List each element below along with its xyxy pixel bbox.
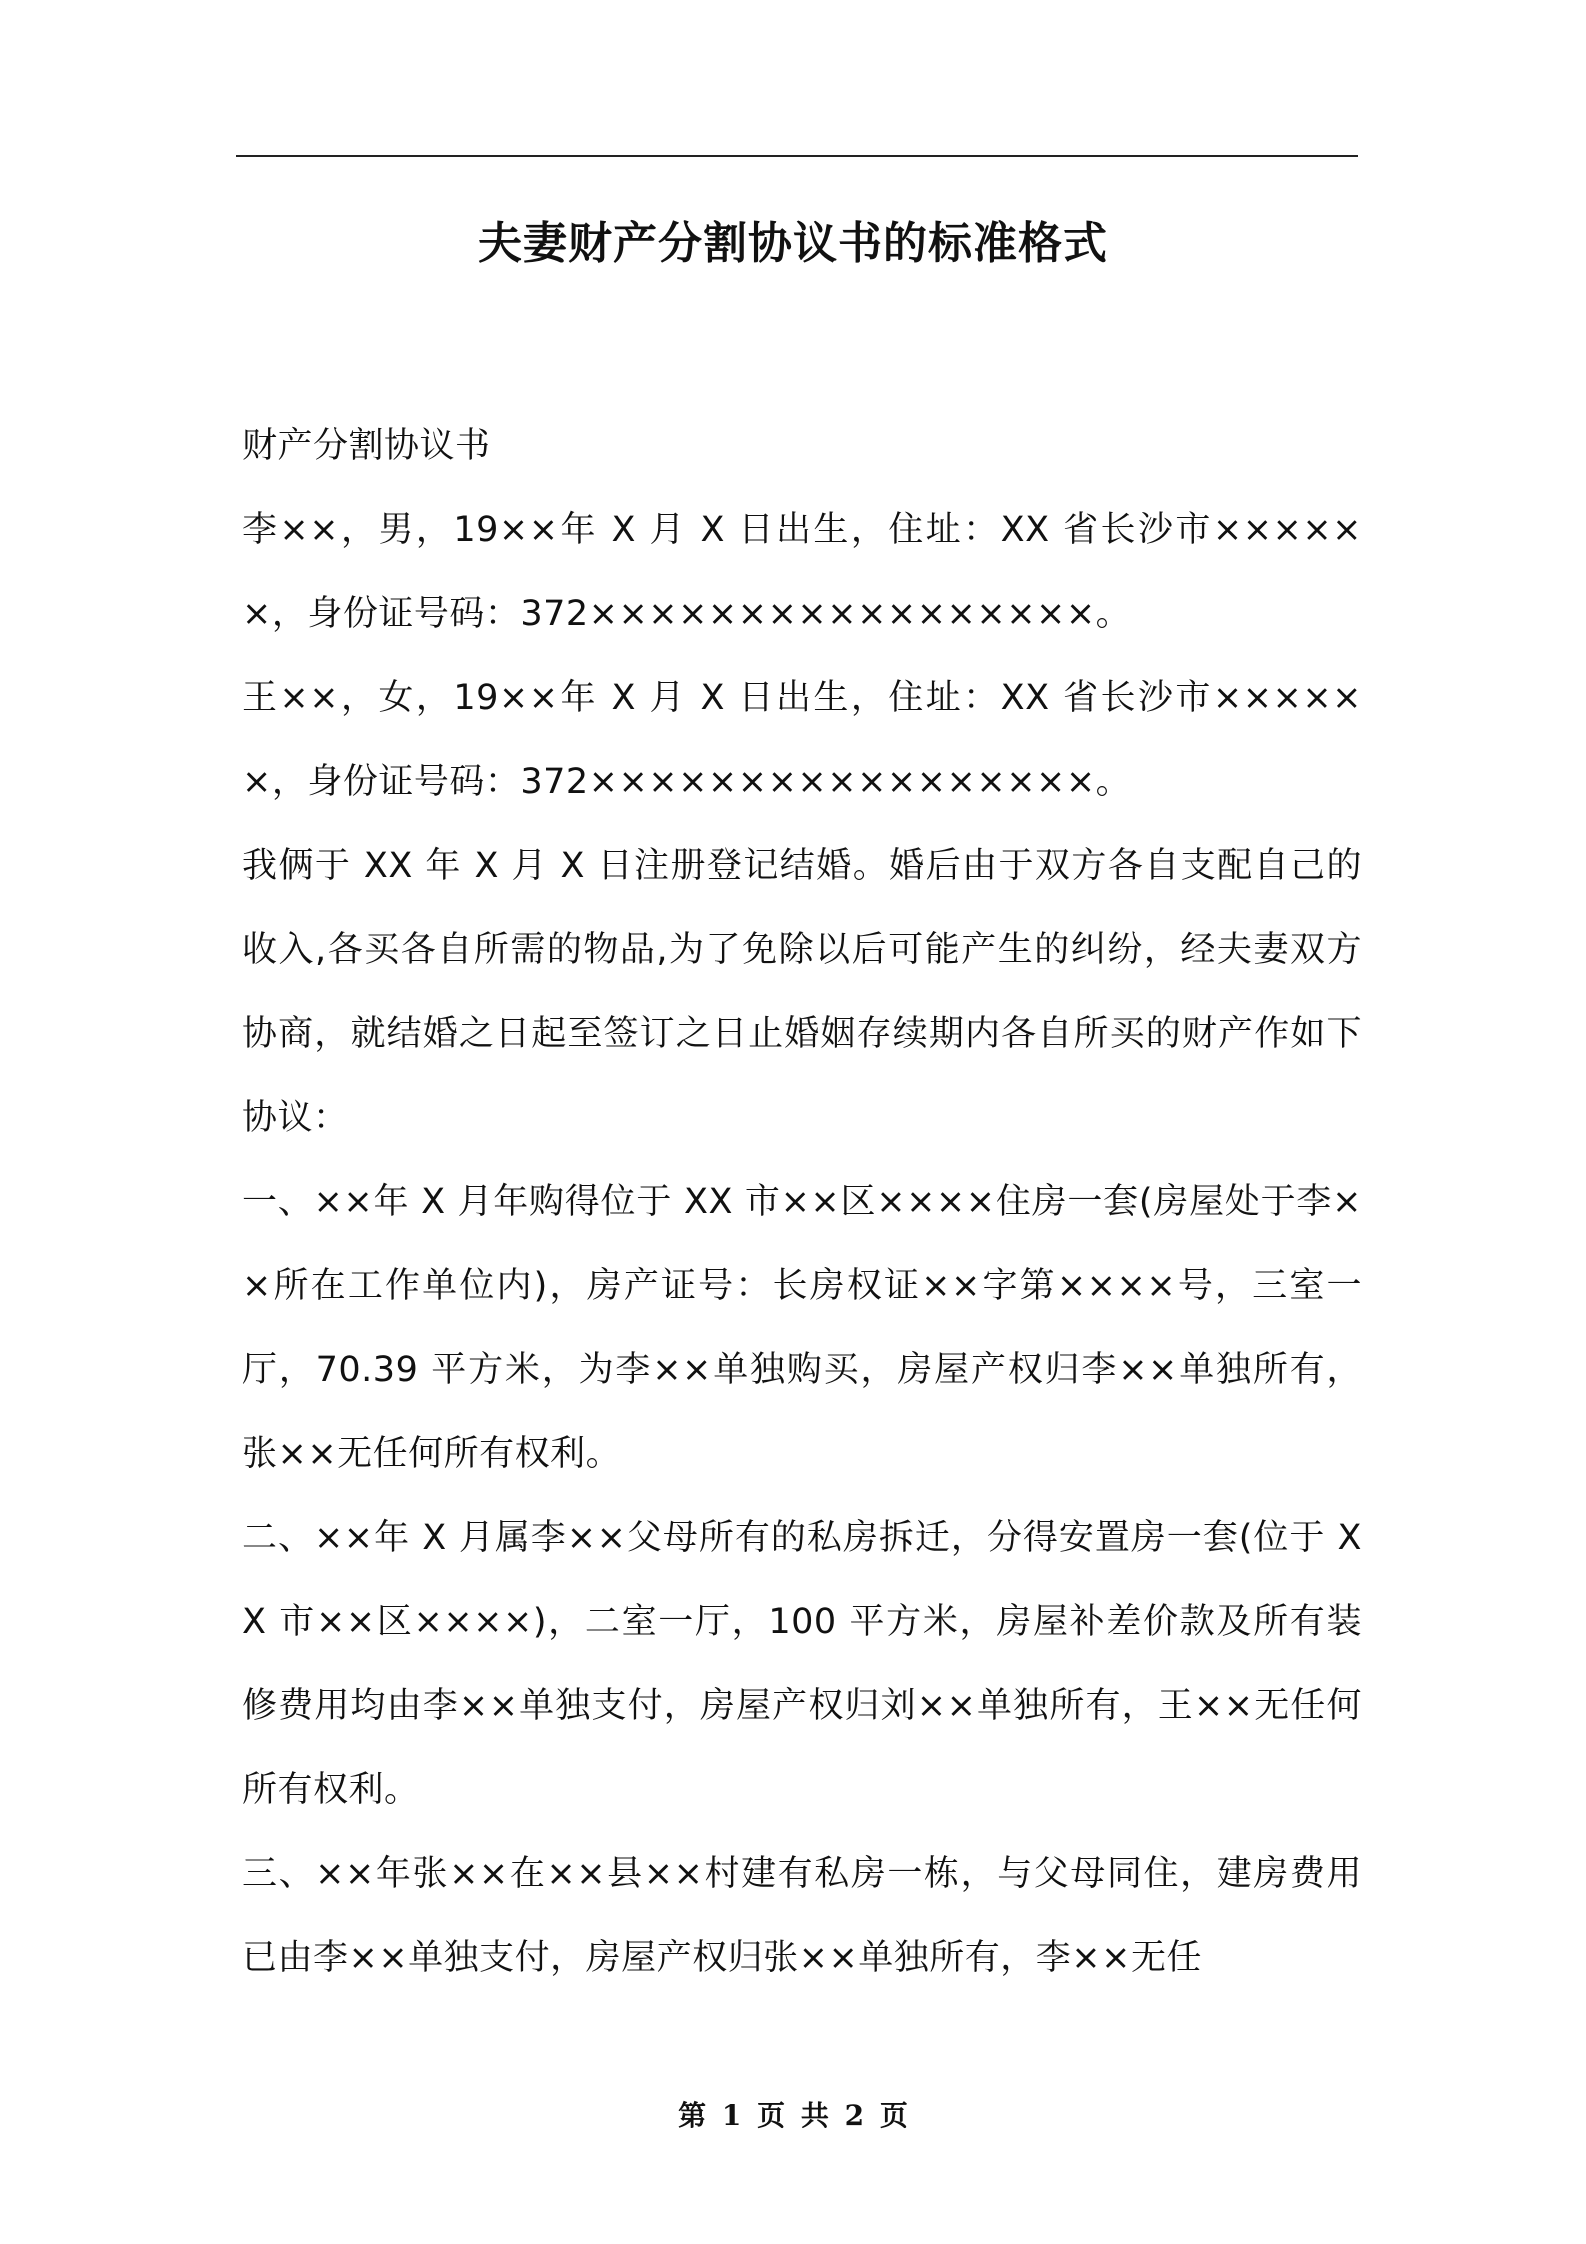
party-wang-paragraph: 王××，女，19××年 X 月 X 日出生，住址：XX 省长沙市××××××，身份证号码：372×××××××××××××××××。	[242, 678, 1362, 802]
document-body	[242, 404, 1362, 2000]
clause-3-paragraph: 三、××年张××在××县××村建有私房一栋，与父母同住，建房费用已由李××单独支付，房屋产权归张××单独所有，李××无任	[242, 1854, 1362, 1978]
header-rule	[236, 155, 1358, 157]
preamble-paragraph: 我俩于 XX 年 X 月 X 日注册登记结婚。婚后由于双方各自支配自己的收入,各买各自所需的物品,为了免除以后可能产生的纠纷，经夫妻双方协商，就结婚之日起至签订之日止婚姻存续期内各自所买的财产作如下协议：	[242, 846, 1362, 1138]
clause-1-paragraph: 一、××年 X 月年购得位于 XX 市××区××××住房一套(房屋处于李××所在工作单位内)，房产证号：长房权证××字第××××号，三室一厅，70.39 平方米，为李××单独购买，房屋产权归李××单独所有，张××无任何所有权利。	[242, 1182, 1362, 1474]
clause-2-paragraph: 二、××年 X 月属李××父母所有的私房拆迁，分得安置房一套(位于 XX 市××区××××)，二室一厅，100 平方米，房屋补差价款及所有装修费用均由李××单独支付，房屋产权归刘××单独所有，王××无任何所有权利。	[242, 1518, 1362, 1810]
document-title: 夫妻财产分割协议书的标准格式	[478, 218, 1108, 269]
party-li-paragraph: 李××，男，19××年 X 月 X 日出生，住址：XX 省长沙市××××××，身份证号码：372×××××××××××××××××。	[242, 510, 1362, 634]
page-number-footer: 第 1 页 共 2 页	[678, 2099, 908, 2132]
subtitle-paragraph: 财产分割协议书	[242, 426, 491, 466]
